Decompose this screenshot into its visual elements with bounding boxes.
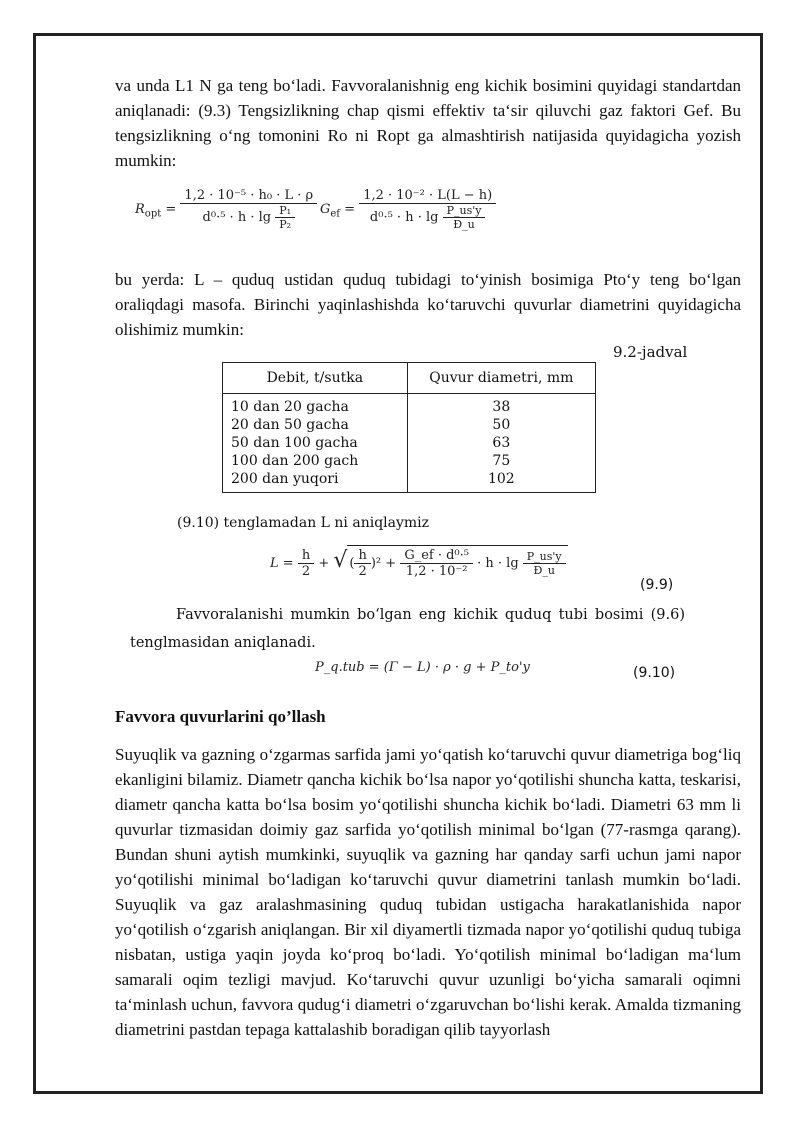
table-header-debit: Debit, t/sutka xyxy=(223,363,408,394)
formula-g-ef-lhs: G xyxy=(320,202,331,217)
table-row xyxy=(223,470,596,493)
formula-l-lhs: L = xyxy=(270,556,294,571)
formula-l-2: 2 xyxy=(301,564,311,579)
formula-g-ef-p2: Đ_u xyxy=(453,218,475,231)
equation-number-9-10: (9.10) xyxy=(633,665,676,681)
formula-r-opt-p2: P₂ xyxy=(279,218,292,231)
table-cell: 38 xyxy=(407,394,595,417)
table-header-diameter: Quvur diametri, mm xyxy=(407,363,595,394)
formula-l-radicand: ( $\frac{h}{2}$ )² + $\frac{\text{G\_ef · d⁰·⁵}}{\text{1,2 · 10⁻²}}$ · h · lg $\frac{P\_us'y}{Đ\_u}$ xyxy=(347,545,567,579)
table-cell: 10 dan 20 gacha xyxy=(231,399,349,415)
section-heading: Favvora quvurlarini qo’llash xyxy=(115,707,326,726)
formula-g-ef: $G_{ef}$ = 1,2 · 10⁻² · L(L − h) d⁰·⁵ · h · lg $\frac{P\_us'y}{Đ\_u}$ xyxy=(320,188,496,231)
formula-g-ef-p1: P_us'y xyxy=(443,204,486,218)
table-cell: 75 xyxy=(407,452,595,470)
equation-number-9-9: (9.9) xyxy=(640,577,674,593)
formula-r-opt-lhs: R xyxy=(135,202,145,217)
table-cell: 50 xyxy=(407,416,595,434)
table-row xyxy=(223,416,596,434)
table-row xyxy=(223,452,596,470)
table-cell: 200 dan yuqori xyxy=(231,471,339,487)
table-row xyxy=(223,434,596,452)
diameter-table xyxy=(222,362,596,493)
formula-r-opt-p1: P₁ xyxy=(275,204,295,218)
sqrt-icon: √ xyxy=(333,548,348,573)
table-cell: 20 dan 50 gacha xyxy=(231,417,349,433)
formula-l-h: h xyxy=(298,548,314,564)
formula-g-ef-den: d⁰·⁵ · h · lg xyxy=(369,210,439,225)
formula-l-rad-p1: P_us'y xyxy=(523,550,566,564)
formula-r-opt-num: 1,2 · 10⁻⁵ · h₀ · L · ρ xyxy=(180,188,317,204)
table-caption: 9.2-jadval xyxy=(613,343,688,361)
formula-p-tub: P_q.tub = (Γ − L) · ρ · g + P_to'y xyxy=(315,660,530,675)
paragraph-bottomhole: Favvoralanishi mumkin bo‘lgan eng kichik quduq tubi bosimi (9.6) tenglmasidan aniqlanadi. xyxy=(130,607,685,651)
paragraph-main: Suyuqlik va gazning o‘zgarmas sarfida jami yo‘qatish ko‘taruvchi quvur diametriga bog‘liq ekanligini bilamiz. Diametr qancha kichik bo‘lsa napor yo‘qotilishi shuncha katta, teskarisi, diametr qancha katta bo‘lsa bosim yo‘qotilishi shuncha kichik bo‘ladi. Diametri 63 mm li quvurlar tizmasidan doimiy gaz sarfida yo‘qotilish minimal bo‘lgan (77-rasmga qarang). Bundan shuni aytish mumkinki, suyuqlik va gazning har qanday sarfi uchun jami napor yo‘qotilishi minimal bo‘ladigan ko‘taruvchi quvur diametrini tanlash mumkin bo‘ladi. Suyuqlik va gaz aralashmasining quduq tubidan ustigacha harakatlanishida napor yo‘qotilish o‘zgarish aniqlangan. Bir xil diyamertli tizmada napor yo‘qotilishi quduq tubiga nisbatan, ustiga yaqin joyda ko‘proq bo‘ladi. Yo‘qotilish minimal bo‘ladigan ma‘lum samarali oqim tezligi mavjud. Ko‘taruvchi quvur uzunligi bo‘yicha samarali oqimni ta‘minlash uchun, favvora qudug‘i diametri o‘zgaruvchan bo‘lishi kerak. Amalda tizmaning diametrini pastdan tepaga kattalashib boradigan qilib tayyorlash xyxy=(115,745,741,1039)
equation-intro-line: (9.10) tenglamadan L ni aniqlaymiz xyxy=(177,515,430,531)
formula-l-rad-h: h xyxy=(354,548,370,564)
table-row xyxy=(223,394,596,417)
paragraph-definition: bu yerda: L – quduq ustidan quduq tubidagi to‘yinish bosimiga Pto‘y teng bo‘lgan oraliqdagi masofa. Birinchi yaqinlashishda ko‘taruvchi quvurlar diametrini quyidagicha olishimiz mumkin: xyxy=(115,270,741,339)
formula-l-rad-num: G_ef · d⁰·⁵ xyxy=(400,548,473,564)
formula-l-plus: + xyxy=(318,556,330,571)
formula-r-opt-sub: opt xyxy=(144,208,162,220)
formula-l-rad-den: 1,2 · 10⁻² xyxy=(405,564,468,579)
table-cell: 50 dan 100 gacha xyxy=(231,435,358,451)
formula-l-rad-tail: · h · lg xyxy=(477,556,519,571)
formula-g-ef-num: 1,2 · 10⁻² · L(L − h) xyxy=(359,188,496,204)
formula-g-ef-sub: ef xyxy=(330,208,341,220)
formula-l-rad-2: 2 xyxy=(358,564,367,579)
formula-r-opt-den: d⁰·⁵ · h · lg xyxy=(202,210,272,225)
table-cell: 102 xyxy=(407,470,595,493)
formula-r-opt: $R_{opt}$ = 1,2 · 10⁻⁵ · h₀ · L · ρ d⁰·⁵ · h · lg $\frac{\text{P₁}}{\text{P₂}}$ xyxy=(135,188,317,231)
table-cell: 100 dan 200 gach xyxy=(231,453,359,469)
formula-l xyxy=(270,545,568,579)
paragraph-intro: va unda L1 N ga teng bo‘ladi. Favvoralanishnig eng kichik bosimini quyidagi standartdan aniqlanadi: (9.3) Tengsizlikning chap qismi effektiv ta‘sir qiluvchi gaz faktori Gef. Bu tengsizlikning o‘ng tomonini Ro ni Ropt ga almashtirish natijasida quyidagicha yozish mumkin: xyxy=(115,76,741,170)
formula-l-rad-p2: Đ_u xyxy=(533,564,555,577)
table-cell: 63 xyxy=(407,434,595,452)
